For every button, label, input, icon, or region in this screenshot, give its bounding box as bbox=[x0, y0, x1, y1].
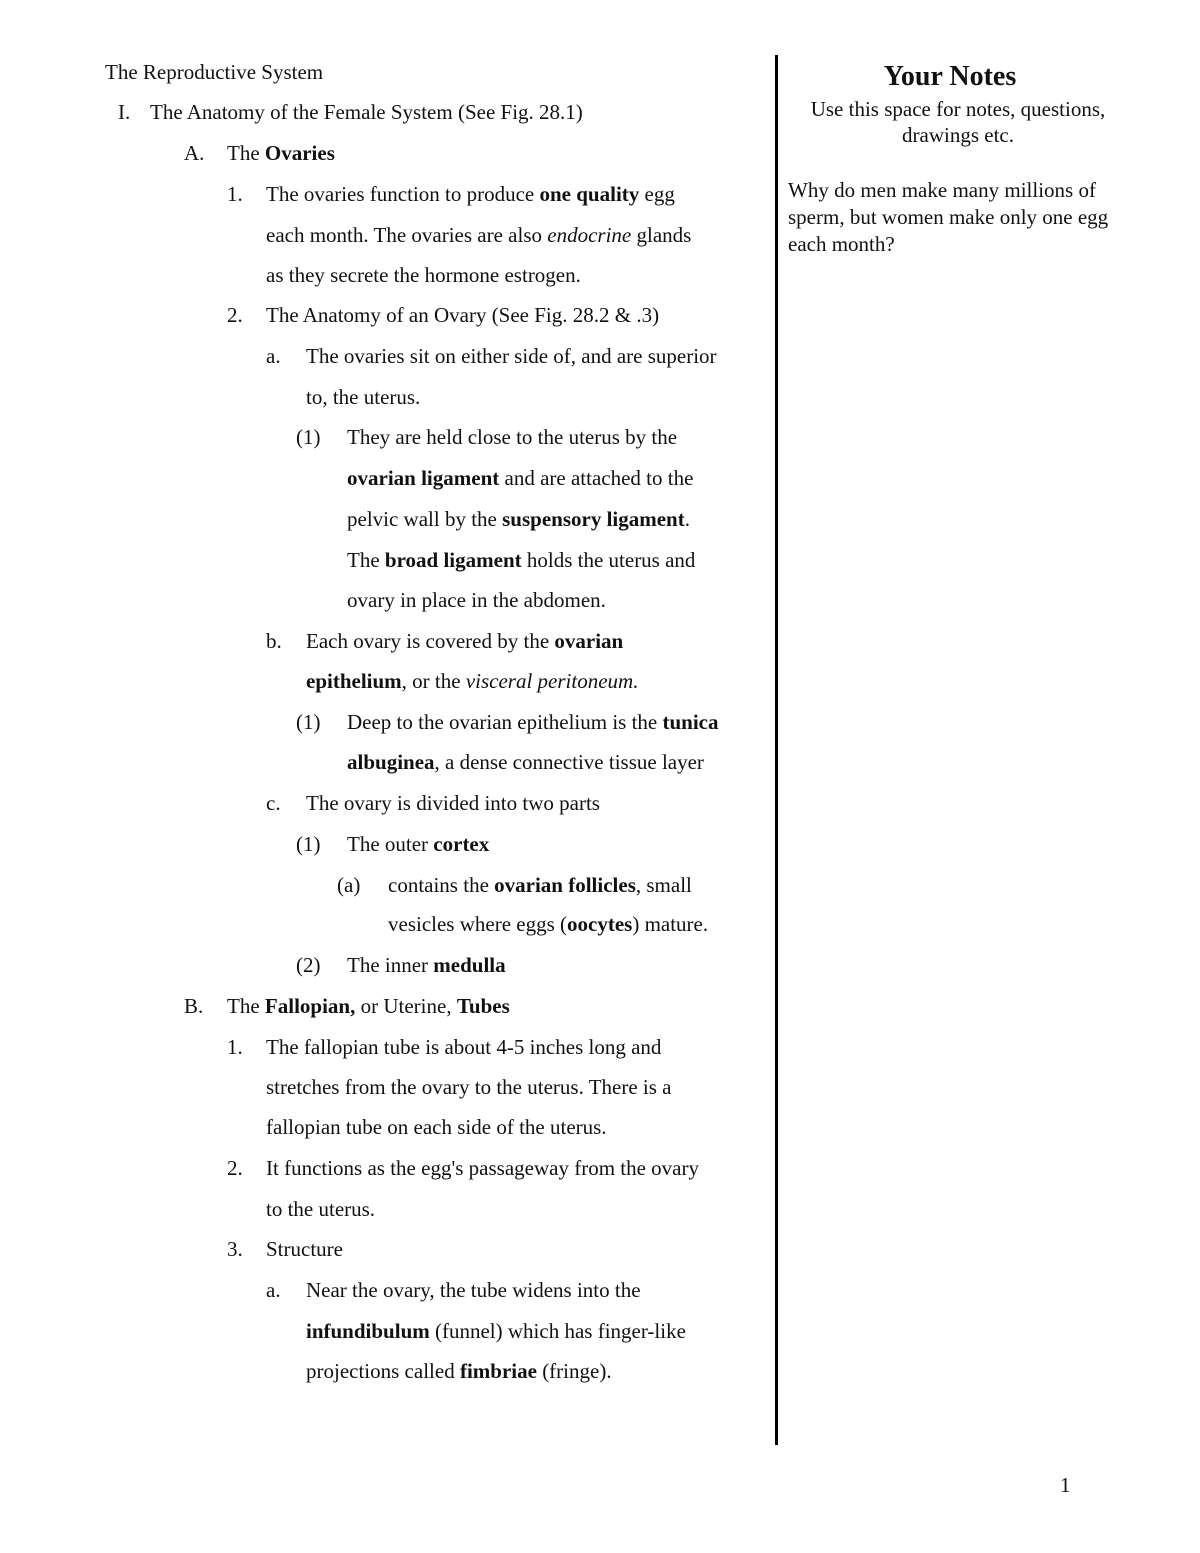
outline-A2a1-label: (1) bbox=[296, 425, 321, 449]
outline-A2a-label: a. bbox=[266, 344, 281, 368]
outline-A2c2-text: The inner medulla bbox=[347, 953, 506, 977]
outline-A2b1-label: (1) bbox=[296, 710, 321, 734]
outline-A2c1a-line2: vesicles where eggs (oocytes) mature. bbox=[388, 912, 709, 936]
outline-A1-line1: The ovaries function to produce one quality egg bbox=[266, 182, 675, 206]
outline-A2c1-text: The outer cortex bbox=[347, 832, 490, 856]
outline-B1-line2: stretches from the ovary to the uterus. There is a bbox=[266, 1075, 672, 1099]
outline-A2a1-line3: pelvic wall by the suspensory ligament. bbox=[347, 507, 690, 531]
outline-A2-text: The Anatomy of an Ovary (See Fig. 28.2 & .3) bbox=[266, 303, 660, 327]
column-divider bbox=[775, 55, 778, 1445]
notes-title: Your Notes bbox=[883, 61, 1017, 92]
outline-B3-text: Structure bbox=[266, 1237, 343, 1261]
document-title: The Reproductive System bbox=[105, 60, 324, 84]
outline-B3a-line3: projections called fimbriae (fringe). bbox=[306, 1359, 612, 1383]
outline-A2b-label: b. bbox=[266, 629, 282, 653]
outline-A1-label: 1. bbox=[227, 182, 243, 206]
outline-B1-label: 1. bbox=[227, 1035, 243, 1059]
outline-A2b1-line2: albuginea, a dense connective tissue layer bbox=[347, 750, 704, 774]
outline-B2-label: 2. bbox=[227, 1156, 243, 1180]
outline-I-text: The Anatomy of the Female System (See Fig. 28.1) bbox=[150, 100, 583, 124]
outline-B-label: B. bbox=[184, 994, 204, 1018]
outline-A2b-line1: Each ovary is covered by the ovarian bbox=[306, 629, 624, 653]
outline-B2-line1: It functions as the egg's passageway from the ovary bbox=[266, 1156, 699, 1180]
page-number: 1 bbox=[1060, 1473, 1071, 1497]
outline-A1-line2: each month. The ovaries are also endocrine glands bbox=[266, 223, 692, 247]
outline-A2b1-line1: Deep to the ovarian epithelium is the tunica bbox=[347, 710, 719, 734]
outline-B2-line2: to the uterus. bbox=[266, 1197, 376, 1221]
outline-A2a-line1: The ovaries sit on either side of, and are superior bbox=[306, 344, 717, 368]
outline-A2b-line2: epithelium, or the visceral peritoneum. bbox=[306, 669, 639, 693]
notes-question: Why do men make many millions of sperm, but women make only one egg each month? bbox=[788, 178, 1109, 256]
outline-A2c1-label: (1) bbox=[296, 832, 321, 856]
outline-A2c-text: The ovary is divided into two parts bbox=[306, 791, 600, 815]
outline-B3a-label: a. bbox=[266, 1278, 281, 1302]
outline-A2c-label: c. bbox=[266, 791, 281, 815]
outline-A-heading: The Ovaries bbox=[227, 141, 335, 165]
outline-B3-label: 3. bbox=[227, 1237, 243, 1261]
outline-B1-line3: fallopian tube on each side of the uterus. bbox=[266, 1115, 607, 1139]
outline-A1-line3: as they secrete the hormone estrogen. bbox=[266, 263, 581, 287]
outline-A2a1-line4: The broad ligament holds the uterus and bbox=[347, 548, 696, 572]
outline-A-label: A. bbox=[184, 141, 205, 165]
outline-A2a1-line1: They are held close to the uterus by the bbox=[347, 425, 678, 449]
outline-B-heading: The Fallopian, or Uterine, Tubes bbox=[227, 994, 510, 1018]
outline-B3a-line1: Near the ovary, the tube widens into the bbox=[306, 1278, 641, 1302]
outline-A2c1a-line1: contains the ovarian follicles, small bbox=[388, 873, 692, 897]
outline-A2a-line2: to, the uterus. bbox=[306, 385, 421, 409]
outline-A2-label: 2. bbox=[227, 303, 243, 327]
outline-A2a1-line2: ovarian ligament and are attached to the bbox=[347, 466, 694, 490]
outline-A2c2-label: (2) bbox=[296, 953, 321, 977]
outline-B1-line1: The fallopian tube is about 4-5 inches long and bbox=[266, 1035, 662, 1059]
outline-A2c1a-label: (a) bbox=[337, 873, 361, 897]
notes-subtitle: Use this space for notes, questions, drawings etc. bbox=[810, 97, 1106, 147]
outline-B3a-line2: infundibulum (funnel) which has finger-like bbox=[306, 1319, 686, 1343]
outline-A2a1-line5: ovary in place in the abdomen. bbox=[347, 588, 606, 612]
outline-I-label: I. bbox=[118, 100, 131, 124]
